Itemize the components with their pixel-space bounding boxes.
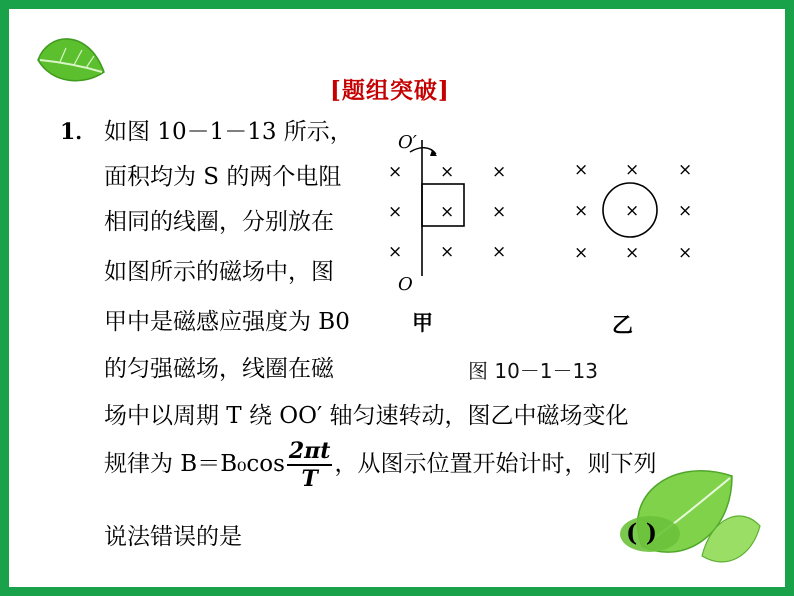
field-mark: × bbox=[492, 202, 507, 222]
field-mark: × bbox=[574, 160, 589, 180]
formula-suffix: ，从图示位置开始计时，则下列 bbox=[334, 451, 657, 477]
leaves-icon bbox=[612, 436, 762, 586]
question-line-2: 面积均为 S 的两个电阻 bbox=[104, 164, 342, 190]
question-number: 1． bbox=[60, 119, 98, 145]
axis-top-label: O′ bbox=[398, 132, 417, 153]
field-mark: × bbox=[388, 242, 403, 262]
field-mark: × bbox=[574, 201, 589, 221]
formula-line bbox=[104, 440, 656, 490]
question-line-5: 甲中是磁感应强度为 B0 bbox=[104, 309, 350, 335]
figure-caption: 图 10－1－13 bbox=[468, 359, 598, 383]
field-marks-left bbox=[388, 162, 506, 262]
field-mark: × bbox=[440, 162, 455, 182]
question-line-1: 如图 10－1－13 所示， bbox=[104, 119, 353, 145]
formula-denominator: T bbox=[301, 466, 318, 492]
field-mark: × bbox=[625, 243, 640, 263]
question-line-6: 的匀强磁场，线圈在磁 bbox=[104, 356, 334, 382]
field-mark: × bbox=[625, 160, 640, 180]
field-mark: × bbox=[440, 202, 455, 222]
field-mark: × bbox=[574, 243, 589, 263]
formula-prefix: 规律为 B＝B₀cos bbox=[104, 451, 285, 477]
formula-numerator: 2πt bbox=[288, 438, 331, 464]
question-last-line: 说法错误的是 bbox=[104, 524, 242, 550]
figure-label-left: 甲 bbox=[412, 310, 433, 335]
field-mark: × bbox=[625, 201, 640, 221]
field-mark: × bbox=[388, 162, 403, 182]
leaf-icon bbox=[30, 26, 110, 96]
field-marks-right bbox=[574, 160, 692, 263]
question-line-7: 场中以周期 T 绕 OO′ 轴匀速转动，图乙中磁场变化 bbox=[104, 403, 629, 429]
field-mark: × bbox=[678, 243, 693, 263]
answer-brackets: ( ) bbox=[626, 518, 658, 547]
formula-fraction bbox=[287, 440, 333, 490]
section-title: [题组突破] bbox=[330, 77, 450, 104]
field-mark: × bbox=[388, 202, 403, 222]
field-mark: × bbox=[440, 242, 455, 262]
question-line-3: 相同的线圈，分别放在 bbox=[104, 209, 334, 235]
question-line-4: 如图所示的磁场中，图 bbox=[104, 259, 334, 285]
axis-bottom-label: O bbox=[398, 274, 413, 295]
field-mark: × bbox=[678, 201, 693, 221]
field-mark: × bbox=[492, 242, 507, 262]
magnetic-field-figure bbox=[360, 118, 730, 388]
field-mark: × bbox=[492, 162, 507, 182]
figure-label-right: 乙 bbox=[612, 312, 633, 337]
field-mark: × bbox=[678, 160, 693, 180]
